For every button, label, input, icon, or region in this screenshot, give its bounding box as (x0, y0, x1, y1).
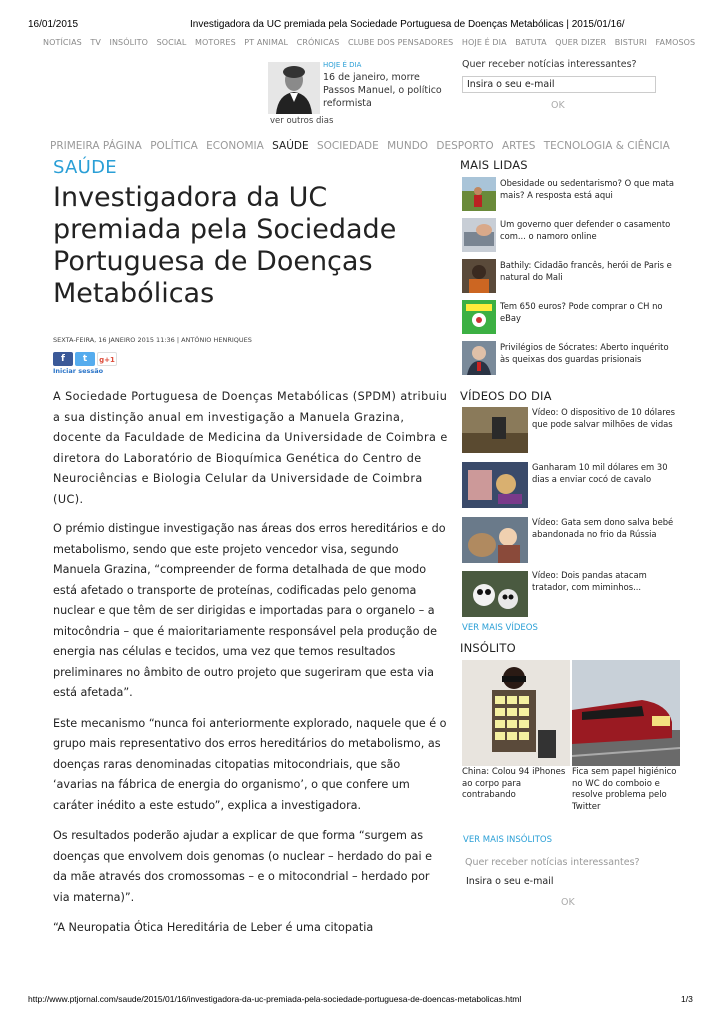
video-thumb[interactable] (462, 407, 528, 453)
google-plus-button[interactable]: g+1 (97, 352, 117, 366)
newsletter-bottom-email-input[interactable] (462, 873, 656, 890)
main-nav-mundo[interactable]: MUNDO (387, 140, 429, 152)
mais-lidas-item[interactable]: Tem 650 euros? Pode comprar o CH no eBay (500, 301, 663, 323)
mais-lidas-item[interactable]: Obesidade ou sedentarismo? O que mata mais? A resposta está aqui (500, 178, 675, 200)
insolito-caption[interactable]: Fica sem papel higiénico no WC do comboio e resolve problema pelo Twitter (572, 767, 677, 812)
print-footer-url: http://www.ptjornal.com/saude/2015/01/16/investigadora-da-uc-premiada-pela-sociedade-portuguesa-de-doencas-metabolicas.html (28, 994, 522, 1004)
print-page-number: 1/3 (681, 994, 693, 1004)
top-nav-clube-pensadores[interactable]: CLUBE DOS PENSADORES (347, 38, 454, 47)
share-bar (53, 352, 117, 366)
article-paragraph: Os resultados poderão ajudar a explicar de que forma “surgem as doenças que envolvem dois genomas (o nuclear – herdado do pai e da mãe através dos cromossomas – e o mitocondrial – herdado por via materna)”. (53, 829, 433, 904)
article-paragraph: Este mecanismo “nunca foi anteriormente explorado, naquele que é o grupo mais representativo dos erros hereditários do metabolismo, as doenças raras denominadas citopatias mitocondriais, que são ‘avarias na fábrica de energia do organismo’, o que confere um caráter inédito a este estudo”, explica a investigadora. (53, 716, 447, 812)
top-nav-noticias[interactable]: NOTÍCIAS (43, 38, 82, 47)
article-paragraph: A Sociedade Portuguesa de Doenças Metabólicas (SPDM) atribuiu a sua distinção anual em investigação a Manuela Grazina, docente da Faculdade de Medicina da Universidade de Coimbra e diretora do Laboratório de Bioquímica Genética do Centro de Neurociências e Biologia Celular da Universidade de Coimbra (UC). (53, 390, 448, 506)
hoje-e-dia-text[interactable]: 16 de janeiro, morre Passos Manuel, o político reformista (323, 72, 442, 109)
top-nav-cronicas[interactable]: CRÓNICAS (296, 38, 340, 47)
twitter-share-button[interactable]: t (75, 352, 95, 366)
ver-outros-dias-link[interactable]: ver outros dias (270, 116, 334, 126)
mais-lidas-item[interactable]: Um governo quer defender o casamento com... o namoro online (500, 219, 671, 241)
ver-mais-insolitos-link[interactable]: VER MAIS INSÓLITOS (463, 835, 553, 845)
newsletter-label: Quer receber notícias interessantes? (462, 59, 637, 70)
main-nav-artes[interactable]: ARTES (501, 140, 536, 152)
top-nav-batuta[interactable]: BATUTA (515, 38, 547, 47)
insolito-image[interactable] (462, 660, 570, 766)
top-nav-bisturi[interactable]: BISTURI (614, 38, 647, 47)
article-paragraph: “A Neuropatia Ótica Hereditária de Leber é uma citopatia (53, 921, 374, 934)
section-label[interactable]: SAÚDE (53, 157, 117, 178)
ver-mais-videos-link[interactable]: VER MAIS VÍDEOS (462, 623, 538, 633)
main-nav-saude[interactable]: SAÚDE (272, 140, 309, 152)
video-thumb[interactable] (462, 462, 528, 508)
main-nav (50, 140, 675, 152)
mais-lidas-item[interactable]: Privilégios de Sócrates: Aberto inquérito às queixas dos guardas prisionais (500, 342, 669, 364)
top-nav (43, 38, 701, 47)
login-link[interactable]: Iniciar sessão (53, 367, 104, 375)
mais-lidas-title: MAIS LIDAS (460, 158, 528, 172)
mais-lidas-thumb[interactable] (462, 300, 496, 334)
portrait-image[interactable] (268, 62, 320, 114)
main-nav-sociedade[interactable]: SOCIEDADE (316, 140, 379, 152)
top-nav-famosos[interactable]: FAMOSOS (655, 38, 696, 47)
top-nav-social[interactable]: SOCIAL (156, 38, 187, 47)
insolito-image[interactable] (572, 660, 680, 766)
insolito-caption[interactable]: China: Colou 94 iPhones ao corpo para contrabando (462, 767, 566, 800)
newsletter-bottom-ok-button[interactable]: OK (561, 897, 575, 908)
newsletter-bottom-label: Quer receber notícias interessantes? (465, 857, 640, 868)
newsletter-ok-button[interactable]: OK (551, 100, 565, 111)
article-byline: SEXTA-FEIRA, 16 JANEIRO 2015 11:36 | ANTÓNIO HENRIQUES (53, 336, 252, 344)
mais-lidas-thumb[interactable] (462, 218, 496, 252)
top-nav-quer-dizer[interactable]: QUER DIZER (555, 38, 607, 47)
top-nav-hoje-e-dia[interactable]: HOJE É DIA (461, 38, 507, 47)
newsletter-email-input[interactable] (462, 76, 656, 93)
mais-lidas-thumb[interactable] (462, 259, 496, 293)
main-nav-primeira-pagina[interactable]: PRIMEIRA PÁGINA (50, 140, 142, 152)
video-item[interactable]: Vídeo: O dispositivo de 10 dólares que pode salvar milhões de vidas (532, 407, 676, 429)
mais-lidas-thumb[interactable] (462, 177, 496, 211)
article-body (53, 387, 448, 949)
top-nav-motores[interactable]: MOTORES (194, 38, 236, 47)
article-paragraph: O prémio distingue investigação nas áreas dos erros hereditários e do metabolismo, sendo que este projeto vencedor visa, segundo Manuela Grazina, “compreender de forma detalhada de que modo está afetado o transporte de proteínas, codificadas pelo genoma nuclear e que têm de ser dirigidas e importadas para o organelo – a mitocôndria – que é maioritariamente responsável pela produção de energia nas células e tecidos, uma vez que temos resultados preliminares no âmbito de outro projeto que sugeriram que esta via está afetada”. (53, 522, 446, 699)
video-thumb[interactable] (462, 571, 528, 617)
mais-lidas-thumb[interactable] (462, 341, 496, 375)
video-item[interactable]: Vídeo: Dois pandas atacam tratador, com miminhos... (532, 570, 647, 592)
top-nav-tv[interactable]: TV (90, 38, 101, 47)
insolito-title: INSÓLITO (460, 641, 516, 655)
print-date: 16/01/2015 (28, 19, 79, 30)
print-title: Investigadora da UC premiada pela Sociedade Portuguesa de Doenças Metabólicas | 2015/01/16/ (190, 19, 625, 30)
top-nav-pt-animal[interactable]: PT ANIMAL (244, 38, 289, 47)
facebook-share-button[interactable]: f (53, 352, 73, 366)
video-thumb[interactable] (462, 517, 528, 563)
mais-lidas-item[interactable]: Bathily: Cidadão francês, herói de Paris e natural do Mali (500, 260, 672, 282)
main-nav-politica[interactable]: POLÍTICA (150, 140, 198, 152)
video-item[interactable]: Vídeo: Gata sem dono salva bebé abandonada no frio da Rússia (532, 517, 674, 539)
main-nav-economia[interactable]: ECONOMIA (206, 140, 264, 152)
hoje-e-dia-label: HOJE É DIA (323, 61, 362, 69)
video-item[interactable]: Ganharam 10 mil dólares em 30 dias a enviar cocó de cavalo (532, 462, 668, 484)
article-headline: Investigadora da UC premiada pela Sociedade Portuguesa de Doenças Metabólicas (53, 182, 397, 309)
videos-do-dia-title: VÍDEOS DO DIA (460, 389, 552, 403)
main-nav-tecnologia-ciencia[interactable]: TECNOLOGIA & CIÊNCIA (543, 140, 670, 152)
main-nav-desporto[interactable]: DESPORTO (436, 140, 494, 152)
top-nav-insolito[interactable]: INSÓLITO (109, 38, 149, 47)
